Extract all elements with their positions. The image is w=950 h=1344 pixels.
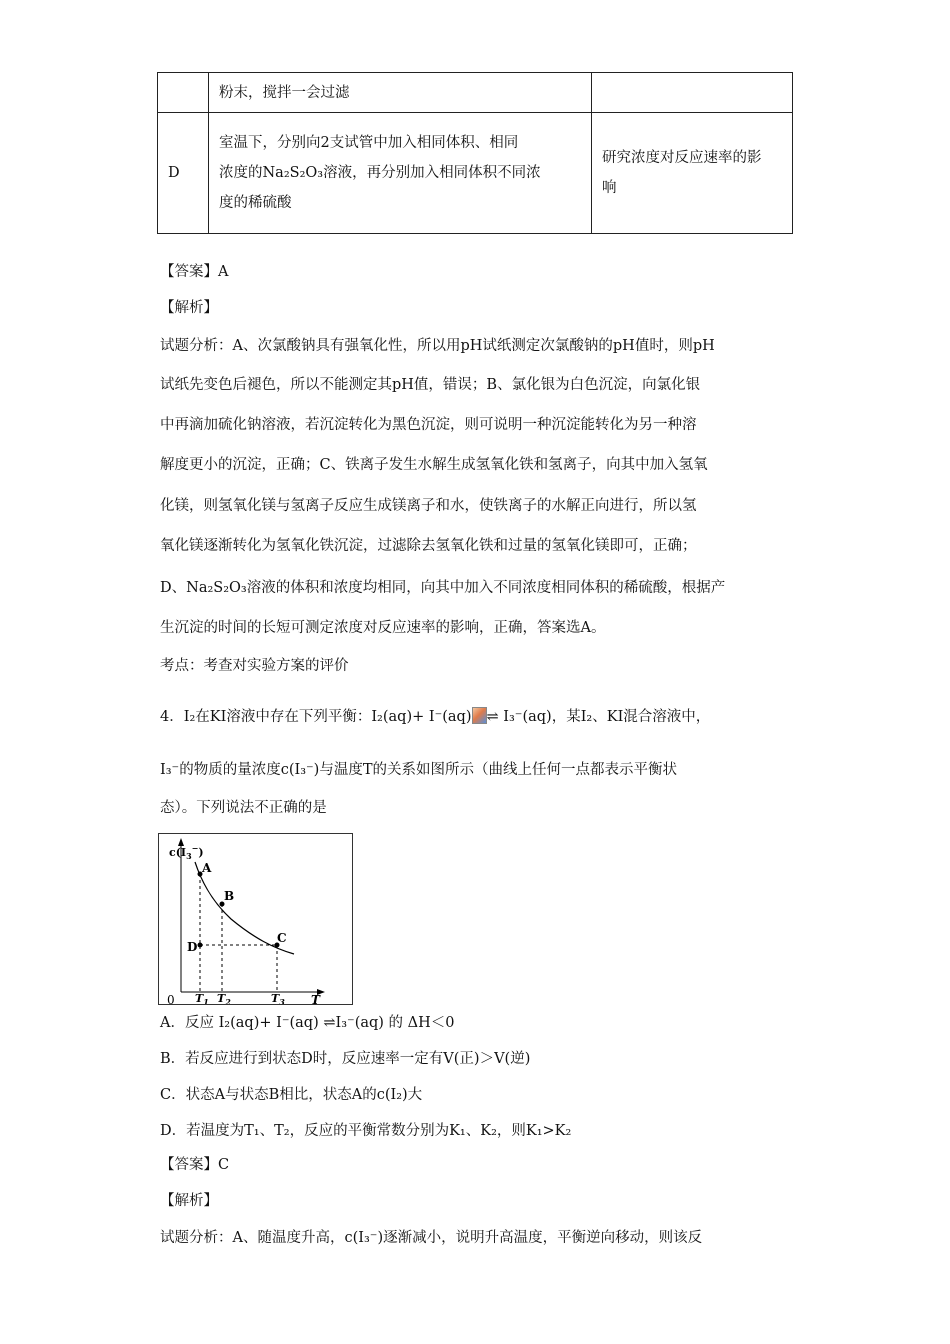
table-cell-procedure — [209, 113, 592, 234]
q4-option-b: B．若反应进行到状态D时，反应速率一定有V(正)＞V(逆) — [160, 1051, 531, 1067]
y-axis-label: $c(I_3^-)$ — [169, 843, 204, 861]
q4-option-d: D．若温度为T₁、T₂，反应的平衡常数分别为K₁、K₂，则K₁>K₂ — [160, 1123, 572, 1139]
tick-label-t2: $T_2$ — [217, 992, 231, 1004]
table-row — [158, 113, 793, 234]
q3-analysis-line: 氧化镁逐渐转化为氢氧化铁沉淀，过滤除去氢氧化铁和过量的氢氧化镁即可，正确； — [160, 538, 697, 554]
table-row — [158, 73, 793, 113]
experiment-table — [157, 72, 793, 234]
table-cell-label — [158, 73, 209, 113]
point-d — [198, 943, 203, 948]
q3-answer: 【答案】A — [160, 264, 229, 280]
table-cell-label: D — [158, 113, 209, 234]
origin-label: 0 — [167, 993, 175, 1004]
q4-stem-part: ⇌ I₃⁻(aq)，某I₂、KI混合溶液中， — [486, 709, 711, 725]
q4-stem-line — [160, 707, 710, 727]
q3-analysis-line: 试题分析：A、次氯酸钠具有强氧化性，所以用pH试纸测定次氯酸钠的pH值时，则pH — [160, 338, 715, 354]
q3-analysis-line: 化镁，则氢氧化镁与氢离子反应生成镁离子和水，使铁离子的水解正向进行，所以氢 — [160, 498, 697, 514]
tick-label-t1: $T_1$ — [195, 992, 209, 1004]
q3-analysis-line: 中再滴加硫化钠溶液，若沉淀转化为黑色沉淀，则可说明一种沉淀能转化为另一种溶 — [160, 417, 697, 433]
tick-label-t3: $T_3$ — [271, 992, 285, 1004]
table-cell-procedure: 粉末，搅拌一会过滤 — [209, 73, 592, 113]
purpose-line: 响 — [602, 180, 617, 196]
q4-answer: 【答案】C — [160, 1157, 230, 1173]
q3-analysis-heading: 【解析】 — [160, 300, 218, 316]
q4-stem-line: I₃⁻的物质的量浓度c(I₃⁻)与温度T的关系如图所示（曲线上任何一点都表示平衡状 — [160, 762, 677, 778]
graph-svg — [159, 834, 352, 1004]
q3-analysis-line: 试纸先变色后褪色，所以不能测定其pH值，错误；B、氯化银为白色沉淀，向氯化银 — [160, 377, 701, 393]
q3-analysis-line: 生沉淀的时间的长短可测定浓度对反应速率的影响，正确，答案选A。 — [160, 620, 606, 636]
concentration-temperature-graph — [158, 833, 353, 1005]
q3-kaodian: 考点：考查对实验方案的评价 — [160, 658, 349, 674]
point-label-d: D — [187, 940, 198, 954]
equilibrium-image-icon — [472, 707, 487, 724]
q4-analysis-line: 试题分析：A、随温度升高，c(I₃⁻)逐渐减小，说明升高温度，平衡逆向移动，则该反 — [160, 1230, 703, 1246]
q3-analysis-line: D、Na₂S₂O₃溶液的体积和浓度均相同，向其中加入不同浓度相同体积的稀硫酸，根据产 — [160, 580, 726, 596]
q4-option-c: C．状态A与状态B相比，状态A的c(I₂)大 — [160, 1087, 423, 1103]
q4-analysis-heading: 【解析】 — [160, 1193, 218, 1209]
q4-stem-part: 4．I₂在KI溶液中存在下列平衡：I₂(aq)+ I⁻(aq) — [160, 709, 472, 725]
y-axis-arrow-icon — [178, 838, 184, 846]
q4-option-a: A．反应 I₂(aq)+ I⁻(aq) ⇌I₃⁻(aq) 的 ΔH＜0 — [160, 1015, 455, 1031]
table-cell-purpose — [592, 113, 793, 234]
procedure-line: 浓度的Na₂S₂O₃溶液，再分别加入相同体积不同浓 — [219, 165, 541, 181]
point-label-b: B — [224, 889, 235, 903]
q4-stem-line: 态）。下列说法不正确的是 — [160, 800, 327, 816]
point-label-c: C — [277, 931, 287, 945]
procedure-line: 度的稀硫酸 — [219, 195, 292, 211]
q3-analysis-line: 解度更小的沉淀，正确；C、铁离子发生水解生成氢氧化铁和氢离子，向其中加入氢氧 — [160, 457, 708, 473]
point-label-a: A — [202, 861, 212, 875]
purpose-line: 研究浓度对反应速率的影 — [602, 150, 762, 166]
table-cell-purpose — [592, 73, 793, 113]
procedure-line: 室温下，分别向2支试管中加入相同体积、相同 — [219, 135, 519, 151]
x-axis-label: T — [311, 993, 320, 1004]
